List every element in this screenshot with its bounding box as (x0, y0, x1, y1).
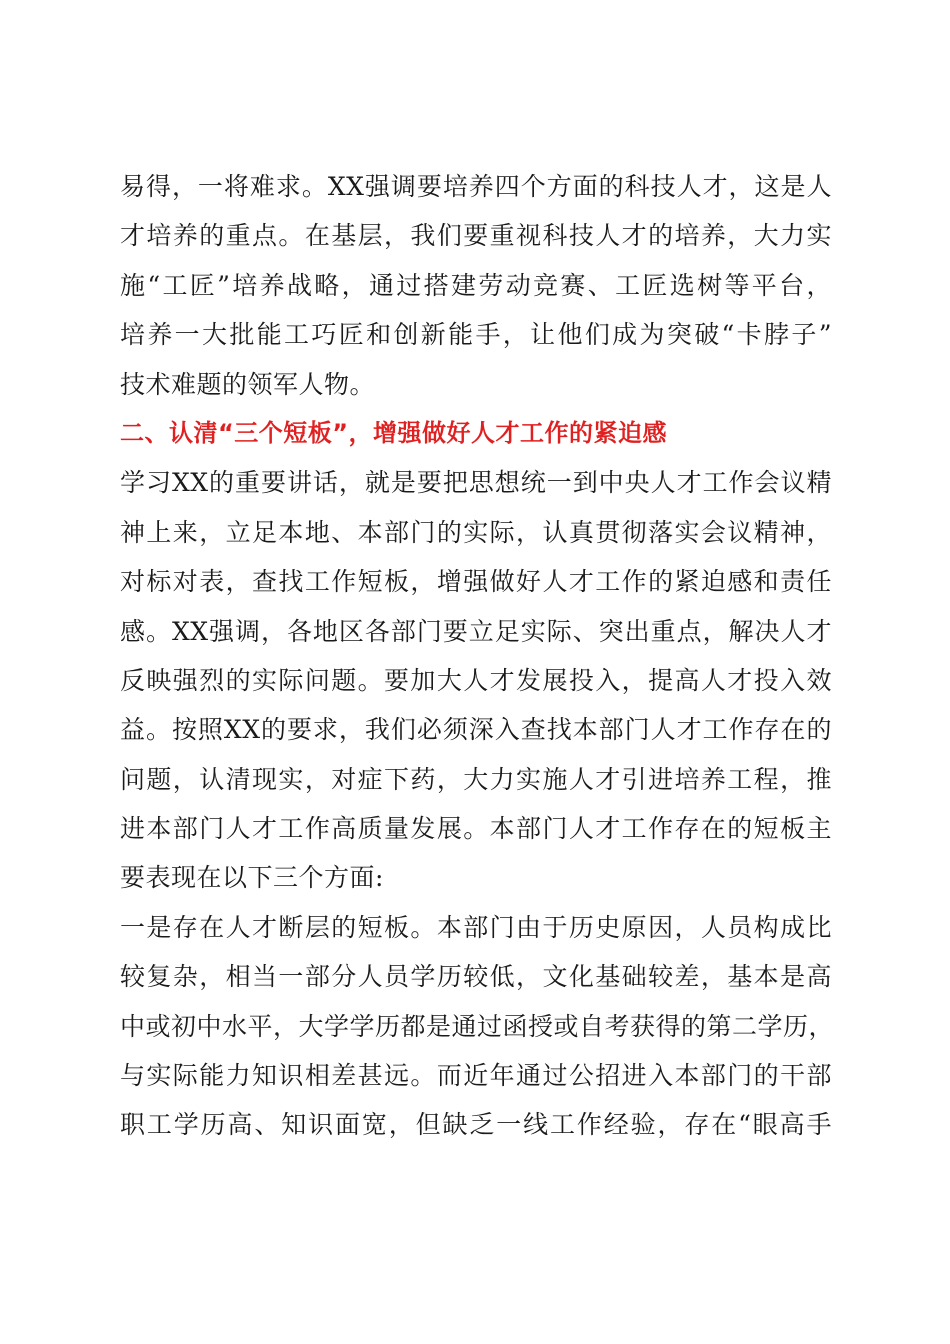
text-line: 一是存在人才断层的短板。本部门由于历史原因，人员构成比 (120, 912, 832, 942)
text-line: 学习XX的重要讲话，就是要把思想统一到中央人才工作会议精 (120, 468, 832, 498)
text-line: 与实际能力知识相差甚远。而近年通过公招进入本部门的干部 (120, 1061, 832, 1091)
text-line: 进本部门人才工作高质量发展。本部门人才工作存在的短板主 (120, 814, 832, 844)
paragraph-talent-gap (120, 903, 835, 1150)
text-line: 施“工匠”培养战略，通过搭建劳动竞赛、工匠选树等平台， (120, 270, 832, 300)
text-line: 易得，一将难求。XX强调要培养四个方面的科技人才，这是人 (120, 172, 832, 201)
text-line: 职工学历高、知识面宽，但缺乏一线工作经验，存在“眼高手 (120, 1110, 832, 1140)
text-line: 反映强烈的实际问题。要加大人才发展投入，提高人才投入效 (120, 665, 832, 695)
text-line: 要表现在以下三个方面: (120, 863, 384, 893)
text-line: 神上来，立足本地、本部门的实际，认真贯彻落实会议精神， (120, 517, 832, 547)
text-line: 中或初中水平，大学学历都是通过函授或自考获得的第二学历， (120, 1011, 835, 1041)
paragraph-study-speech (120, 458, 832, 903)
text-line: 益。按照XX的要求，我们必须深入查找本部门人才工作存在的 (120, 715, 832, 745)
text-line: 问题，认清现实，对症下药，大力实施人才引进培养工程，推 (120, 764, 832, 794)
paragraph-talent-focus (120, 162, 832, 409)
text-line: 培养一大批能工巧匠和创新能手，让他们成为突破“卡脖子” (120, 320, 832, 350)
text-line: 较复杂，相当一部分人员学历较低，文化基础较差，基本是高 (120, 962, 832, 992)
text-line: 感。XX强调，各地区各部门要立足实际、突出重点，解决人才 (120, 616, 832, 646)
text-line: 才培养的重点。在基层，我们要重视科技人才的培养，大力实 (120, 221, 832, 251)
text-line: 对标对表，查找工作短板，增强做好人才工作的紧迫感和责任 (120, 567, 832, 597)
section-heading: 二、认清“三个短板”，增强做好人才工作的紧迫感 (120, 418, 668, 447)
text-line: 技术难题的领军人物。 (120, 369, 376, 399)
document-body (120, 162, 835, 1150)
